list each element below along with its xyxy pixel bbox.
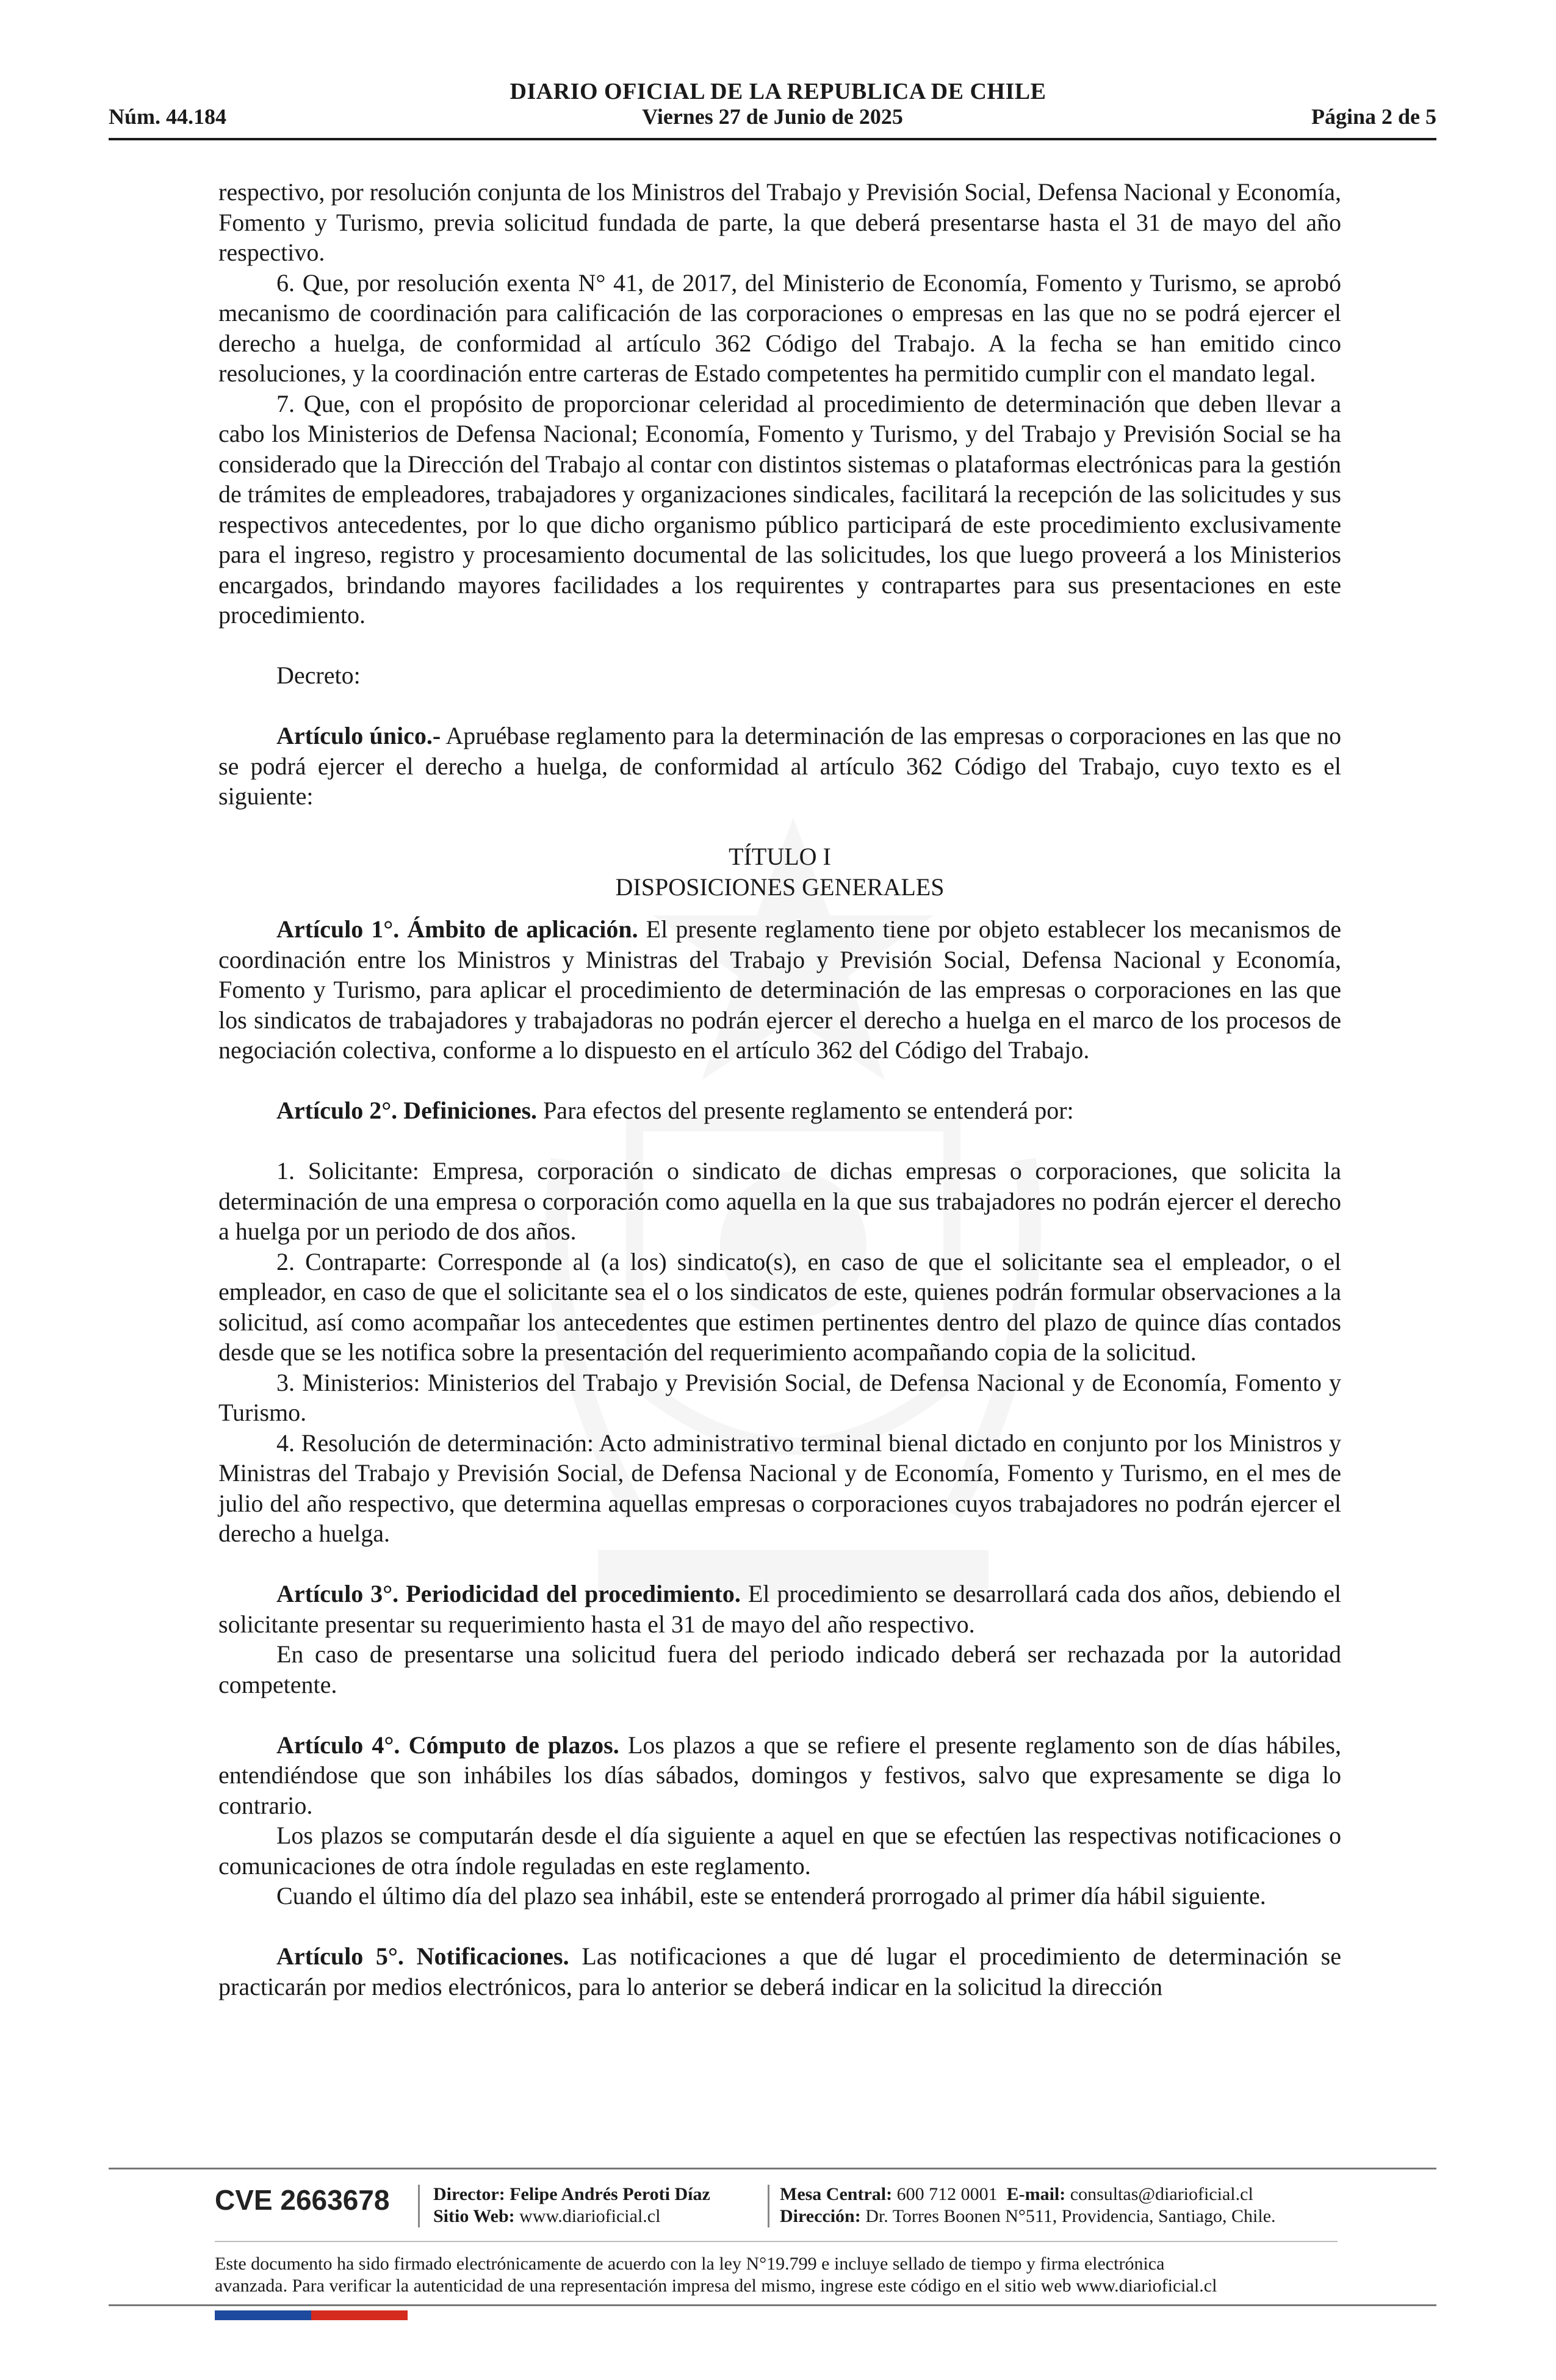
issue-date: Viernes 27 de Junio de 2025 [642,104,903,129]
footer-divider-bottom [109,2304,1436,2306]
phone-label: Mesa Central: [780,2184,893,2204]
footer-separator [768,2185,769,2227]
legal-notice [215,2253,1374,2297]
articulo-3 [218,1579,1341,1639]
address-label: Dirección: [780,2206,861,2226]
articulo-4-heading: Artículo 4°. Cómputo de plazos. [276,1731,619,1759]
page-indicator: Página 2 de 5 [1311,104,1436,129]
articulo-unico [218,721,1341,812]
articulo-1 [218,914,1341,1066]
articulo-5-text: Las notificaciones a que dé lugar el procedimiento de determinación se practicarán por medios electrónicos, para lo anterior se deberá indicar en la solicitud la dirección [218,1942,1341,2000]
footer-contact-block [780,2183,1276,2227]
cve-code: CVE 2663678 [215,2184,390,2216]
definition-solicitante: 1. Solicitante: Empresa, corporación o sindicato de dichas empresas o corporaciones, que solicita la determinación de una empresa o corporación como aquella en la que sus trabajadores no podrán ejercer el derecho a huelga por un periodo de dos años. [218,1157,1341,1245]
site-label: Sitio Web: [433,2206,515,2226]
paragraph-considerando-7: 7. Que, con el propósito de proporcionar celeridad al procedimiento de determinación que deben llevar a cabo los Ministerios de Defensa Nacional; Economía, Fomento y Turismo, y del Trabajo y Previsión Social se ha considerado que la Dirección del Trabajo al contar con distintos sistemas o plataformas electrónicas para la gestión de trámites de empleadores, trabajadores y organizaciones sindicales, facilitará la recepción de las solicitudes y sus respectivos antecedentes, por lo que dicho organismo público participará de este procedimiento exclusivamente para el ingreso, registro y procesamiento documental de las solicitudes, los que luego proveerá a los Ministerios encargados, brindando mayores facilidades a los requirentes y contrapartes para sus presentaciones en este procedimiento. [218,389,1341,629]
titulo-heading: TÍTULO I [729,843,831,870]
articulo-1-text: El presente reglamento tiene por objeto establecer los mecanismos de coordinación entre los Ministros y Ministras del Trabajo y Previsión Social, Defensa Nacional y Economía, Fomento y Turismo, para aplicar el procedimiento de determinación de las empresas o corporaciones en las que los sindicatos de trabajadores y trabajadoras no podrán ejercer el derecho a huelga en el marco de los procesos de negociación colectiva, conforme a lo dispuesto en el artículo 362 del Código del Trabajo. [218,915,1341,1064]
definition-resolucion: 4. Resolución de determinación: Acto administrativo terminal bienal dictado en conjunto por los Ministros y Ministras del Trabajo y Previsión Social, de Defensa Nacional y de Economía, Fomento y Turismo, en el mes de julio del año respectivo, que determina aquellas empresas o corporaciones cuyos trabajadores no podrán ejercer el derecho a huelga. [218,1429,1341,1547]
articulo-2-text: Para efectos del presente reglamento se entenderá por: [537,1097,1074,1124]
legal-notice-line: avanzada. Para verificar la autenticidad de una representación impresa del mismo, ingrese este código en el sitio web www.diarioficial.cl [215,2276,1217,2296]
footer-divider-middle [215,2241,1338,2242]
articulo-5 [218,1941,1341,2002]
articulo-4-paragraph-2: Los plazos se computarán desde el día siguiente a aquel en que se efectúen las respectivas notificaciones o comunicaciones de otra índole reguladas en este reglamento. [218,1822,1341,1880]
articulo-4-text: Los plazos a que se refiere el presente reglamento son de días hábiles, entendiéndose que son inhábiles los días sábados, domingos y festivos, salvo que expresamente se diga lo contrario. [218,1731,1341,1819]
definition-contraparte: 2. Contraparte: Corresponde al (a los) sindicato(s), en caso de que el solicitante sea el empleador, o el empleador, en caso de que el solicitante sea el o los sindicatos de este, quienes podrán formular observaciones a la solicitud, así como acompañar los antecedentes que estimen pertinentes dentro del plazo de quince días contados desde que se les notifica sobre la presentación del requerimiento acompañando copia de la solicitud. [218,1247,1341,1366]
email-label: E-mail: [1006,2184,1066,2204]
header-divider [109,138,1436,140]
articulo-4 [218,1730,1341,1821]
email-link[interactable]: consultas@diarioficial.cl [1070,2184,1253,2204]
legal-notice-line: Este documento ha sido firmado electrónicamente de acuerdo con la ley N°19.799 e incluye sellado de tiempo y firma electrónica [215,2254,1165,2274]
decreto-label: Decreto: [276,662,361,689]
director-name: Felipe Andrés Peroti Díaz [510,2184,710,2204]
phone-value: 600 712 0001 [896,2184,998,2204]
articulo-unico-text: Apruébase reglamento para la determinación de las empresas o corporaciones en las que no se podrá ejercer el derecho a huelga, de conformidad al artículo 362 Código del Trabajo, cuyo texto es el siguiente: [218,722,1341,810]
articulo-3-heading: Artículo 3°. Periodicidad del procedimiento. [276,1580,741,1607]
articulo-2-heading: Artículo 2°. Definiciones. [276,1097,538,1124]
articulo-3-text: El procedimiento se desarrollará cada dos años, debiendo el solicitante presentar su requerimiento hasta el 31 de mayo del año respectivo. [218,1580,1342,1638]
director-label: Director: [433,2184,505,2204]
articulo-unico-heading: Artículo único.- [276,722,441,749]
flag-red-segment [311,2310,408,2320]
flag-color-bar [215,2310,408,2320]
document-body [218,177,1341,2002]
site-link[interactable]: www.diarioficial.cl [519,2206,661,2226]
issue-number: Núm. 44.184 [109,104,227,129]
articulo-2 [218,1095,1341,1126]
flag-blue-segment [215,2310,311,2320]
articulo-1-heading: Artículo 1°. Ámbito de aplicación. [276,915,638,943]
articulo-3-paragraph-2: En caso de presentarse una solicitud fuera del periodo indicado deberá ser rechazada por la autoridad competente. [218,1640,1341,1698]
footer-separator [418,2185,420,2227]
address-value: Dr. Torres Boonen N°511, Providencia, Santiago, Chile. [865,2206,1276,2226]
footer-divider-top [109,2168,1436,2169]
paragraph-continuation: respectivo, por resolución conjunta de los Ministros del Trabajo y Previsión Social, Defensa Nacional y Economía, Fomento y Turismo, previa solicitud fundada de parte, la que deberá presentarse hasta el 31 de mayo del año respectivo. [218,178,1341,266]
titulo-subheading: DISPOSICIONES GENERALES [615,873,945,901]
paragraph-considerando-6: 6. Que, por resolución exenta N° 41, de 2017, del Ministerio de Economía, Fomento y Turismo, se aprobó mecanismo de coordinación para calificación de las corporaciones o empresas en las que no se podrá ejercer el derecho a huelga, de conformidad al artículo 362 Código del Trabajo. A la fecha se han emitido cinco resoluciones, y la coordinación entre carteras de Estado competentes ha permitido cumplir con el mandato legal. [218,269,1341,387]
header-row [109,104,1436,133]
newspaper-title: DIARIO OFICIAL DE LA REPUBLICA DE CHILE [510,79,1046,104]
articulo-4-paragraph-3: Cuando el último día del plazo sea inhábil, este se entenderá prorrogado al primer día hábil siguiente. [276,1882,1266,1909]
footer-director-block [433,2183,710,2227]
articulo-5-heading: Artículo 5°. Notificaciones. [276,1942,569,1970]
definition-ministerios: 3. Ministerios: Ministerios del Trabajo y Previsión Social, de Defensa Nacional y de Economía, Fomento y Turismo. [218,1368,1341,1426]
